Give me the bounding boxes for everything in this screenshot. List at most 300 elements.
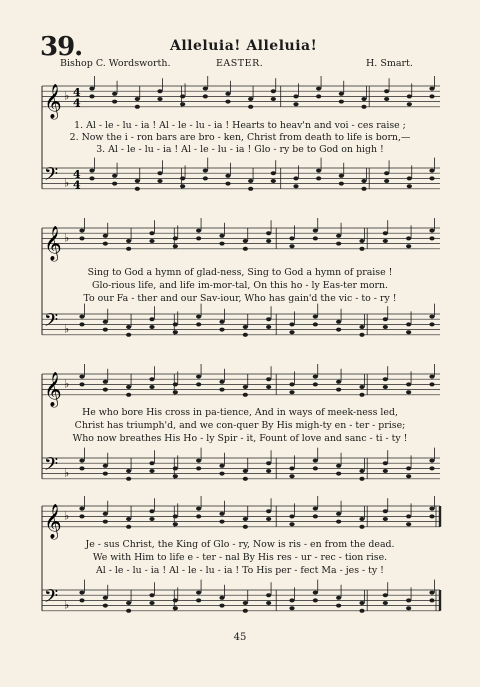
note-head [266,231,271,235]
note-head [406,390,411,394]
note-head [384,89,389,93]
note-head [149,377,154,381]
note-head [271,179,276,183]
note-head [243,393,248,397]
note-head [89,87,94,91]
note-head [429,87,434,91]
note-head [359,517,364,521]
note-head [173,606,178,610]
note-head [79,315,84,319]
note-head [336,242,341,246]
note-head [103,320,108,324]
note-head [429,229,434,233]
note-head [406,514,411,518]
note-head [248,187,253,191]
note-head [289,598,294,602]
note-head [336,380,341,384]
note-head [149,231,154,235]
note-head [126,525,131,529]
note-head [149,517,154,521]
note-head [243,385,248,389]
note-head [313,315,318,319]
note-head [383,517,388,521]
note-head [180,184,185,188]
note-head [316,87,321,91]
note-head [203,94,208,98]
note-head [384,179,389,183]
note-head [383,509,388,513]
note-head [429,459,434,463]
note-head [225,174,230,178]
note-head [406,382,411,386]
note-head [383,377,388,381]
note-head [126,517,131,521]
time-signature-bottom: 4 [73,178,81,192]
note-head [126,393,131,397]
note-head [289,522,294,526]
note-head [103,472,108,476]
note-head [266,509,271,513]
note-head [339,182,344,186]
note-head [248,179,253,183]
note-head [79,514,84,518]
note-head [293,176,298,180]
note-head [429,375,434,379]
note-head [180,102,185,106]
note-head [429,315,434,319]
note-head [361,179,366,183]
note-head [359,385,364,389]
note-head [248,97,253,101]
note-head [126,333,131,337]
lyric-line-verse-3: Al - le - lu - ia ! Al - le - lu - ia ! To His per - fect Ma - jes - ty ! [96,565,384,576]
note-head [313,322,318,326]
flat-sign-icon: ♭ [64,466,70,480]
note-head [149,239,154,243]
note-head [429,322,434,326]
note-head [219,472,224,476]
note-head [135,187,140,191]
note-head [336,464,341,468]
note-head [313,375,318,379]
note-head [126,325,131,329]
note-head [135,105,140,109]
note-head [407,184,412,188]
note-head [383,461,388,465]
note-head [243,517,248,521]
note-head [243,601,248,605]
note-head [243,325,248,329]
note-head [316,176,321,180]
flat-sign-icon: ♭ [64,377,70,391]
bass-clef-icon: 𝄢 [44,164,59,190]
note-head [126,601,131,605]
note-head [112,92,117,96]
note-head [406,244,411,248]
note-head [336,320,341,324]
note-head [219,464,224,468]
note-head [313,591,318,595]
note-head [173,522,178,526]
lyric-line-verse-3: 3. Al - le - lu - ia ! Al - le - lu - ia ! Glo - ry be to God on high ! [96,144,384,155]
note-head [196,375,201,379]
note-head [339,174,344,178]
flat-sign-icon: ♭ [64,322,70,336]
note-head [203,87,208,91]
note-head [196,236,201,240]
note-head [79,598,84,602]
note-head [359,477,364,481]
note-head [361,97,366,101]
note-head [149,469,154,473]
note-head [219,242,224,246]
note-head [173,474,178,478]
note-head [336,328,341,332]
bass-staff [42,158,440,192]
note-head [407,176,412,180]
note-head [429,466,434,470]
treble-staff [42,496,440,540]
note-head [359,393,364,397]
note-head [89,176,94,180]
note-head [243,477,248,481]
page-number: 45 [233,632,247,643]
treble-clef-icon: 𝄞 [44,225,62,261]
hymn-number: 39. [40,32,83,62]
note-head [196,598,201,602]
note-head [406,474,411,478]
note-head [336,234,341,238]
note-head [196,315,201,319]
note-head [219,388,224,392]
note-head [173,514,178,518]
note-head [359,469,364,473]
note-head [219,380,224,384]
treble-staff [42,364,440,408]
note-head [429,598,434,602]
note-head [313,459,318,463]
note-head [361,187,366,191]
note-head [406,322,411,326]
note-head [173,330,178,334]
note-head [336,388,341,392]
lyric-line-verse-1: Je - sus Christ, the King of Glo - ry, Now is ris - en from the dead. [85,539,395,550]
note-head [103,464,108,468]
note-head [243,525,248,529]
note-head [219,596,224,600]
note-head [429,507,434,511]
note-head [149,601,154,605]
note-head [79,459,84,463]
note-head [196,507,201,511]
note-head [266,325,271,329]
note-head [180,94,185,98]
note-head [149,509,154,513]
note-head [173,236,178,240]
note-head [266,517,271,521]
note-head [89,94,94,98]
note-head [289,244,294,248]
bass-clef-icon: 𝄢 [44,310,59,336]
note-head [406,466,411,470]
note-head [196,459,201,463]
note-head [196,382,201,386]
note-head [126,239,131,243]
lyric-line-verse-1: Sing to God a hymn of glad-ness, Sing to God a hymn of praise ! [87,267,393,278]
note-head [126,247,131,251]
note-head [359,325,364,329]
note-head [157,171,162,175]
note-head [79,466,84,470]
note-head [293,184,298,188]
note-head [384,171,389,175]
note-head [266,461,271,465]
note-head [126,385,131,389]
note-head [289,330,294,334]
note-head [225,100,230,104]
lyric-line-verse-2: Christ has triumph'd, and we con-quer By His migh-ty en - ter - prise; [74,420,406,431]
note-head [289,390,294,394]
note-head [79,375,84,379]
treble-clef-icon: 𝄞 [44,503,62,539]
note-head [406,606,411,610]
note-head [383,469,388,473]
note-head [316,94,321,98]
note-head [313,514,318,518]
flat-sign-icon: ♭ [64,598,70,612]
note-head [383,239,388,243]
note-head [383,385,388,389]
note-head [429,94,434,98]
note-head [313,507,318,511]
lyric-line-verse-3: To our Fa - ther and our Sav-iour, Who has gain'd the vic - to - ry ! [83,293,397,304]
bass-staff [42,448,440,481]
note-head [293,102,298,106]
note-head [429,591,434,595]
note-head [248,105,253,109]
note-head [196,591,201,595]
note-head [266,593,271,597]
note-head [173,598,178,602]
note-head [103,520,108,524]
note-head [173,322,178,326]
note-head [289,474,294,478]
note-head [359,247,364,251]
note-head [103,596,108,600]
note-head [271,97,276,101]
note-head [359,333,364,337]
note-head [359,525,364,529]
note-head [219,512,224,516]
treble-staff [42,76,440,120]
note-head [313,382,318,386]
hymn-author: Bishop C. Wordsworth. [60,58,171,69]
note-head [79,322,84,326]
note-head [112,100,117,104]
bass-staff [42,580,440,613]
note-head [361,105,366,109]
note-head [271,89,276,93]
note-head [126,609,131,613]
treble-staff [42,218,440,262]
note-head [383,231,388,235]
note-head [219,328,224,332]
flat-sign-icon: ♭ [64,231,70,245]
note-head [243,239,248,243]
note-head [406,236,411,240]
note-head [429,382,434,386]
note-head [149,593,154,597]
note-head [383,317,388,321]
note-head [103,388,108,392]
hymn-occasion: EASTER. [216,58,264,69]
note-head [157,97,162,101]
note-head [407,102,412,106]
note-head [336,604,341,608]
note-head [103,604,108,608]
note-head [103,380,108,384]
note-head [316,169,321,173]
note-head [407,94,412,98]
note-head [336,512,341,516]
note-head [359,601,364,605]
note-head [79,591,84,595]
note-head [243,333,248,337]
note-head [219,320,224,324]
note-head [429,236,434,240]
note-head [339,100,344,104]
note-head [429,169,434,173]
note-head [149,461,154,465]
bass-staff [42,304,440,337]
hymn-title: Alleluia! Alleluia! [170,38,318,54]
note-head [293,94,298,98]
note-head [336,596,341,600]
note-head [266,385,271,389]
note-head [313,236,318,240]
note-head [89,169,94,173]
note-head [266,601,271,605]
note-head [406,598,411,602]
note-head [359,239,364,243]
note-head [429,176,434,180]
note-head [196,514,201,518]
note-head [180,176,185,180]
note-head [173,382,178,386]
note-head [289,606,294,610]
note-head [135,179,140,183]
lyric-line-verse-1: He who bore His cross in pa-tience, And in ways of meek-ness led, [82,407,398,418]
treble-clef-icon: 𝄞 [44,371,62,407]
note-head [406,522,411,526]
note-head [79,229,84,233]
note-head [266,469,271,473]
note-head [313,598,318,602]
note-head [103,242,108,246]
note-head [149,385,154,389]
treble-clef-icon: 𝄞 [44,83,62,119]
note-head [79,507,84,511]
time-signature-bottom: 4 [73,96,81,110]
note-head [157,179,162,183]
note-head [359,609,364,613]
note-head [313,466,318,470]
time-signature-top: 4 [73,167,81,181]
note-head [339,92,344,96]
note-head [289,382,294,386]
note-head [289,514,294,518]
note-head [225,92,230,96]
lyric-line-verse-1: 1. Al - le - lu - ia ! Al - le - lu - ia ! Hearts to heav'n and voi - ces raise ; [74,120,406,131]
note-head [149,325,154,329]
note-head [103,328,108,332]
note-head [266,239,271,243]
note-head [313,229,318,233]
note-head [79,236,84,240]
note-head [79,382,84,386]
note-head [429,514,434,518]
note-head [196,322,201,326]
note-head [406,330,411,334]
note-head [157,89,162,93]
flat-sign-icon: ♭ [64,89,70,103]
note-head [196,229,201,233]
flat-sign-icon: ♭ [64,176,70,190]
note-head [383,601,388,605]
note-head [173,466,178,470]
note-head [289,466,294,470]
lyric-line-verse-3: Who now breathes His Ho - ly Spir - it, Fount of love and sanc - ti - ty ! [72,433,408,444]
note-head [103,234,108,238]
lyric-line-verse-2: 2. Now the i - ron bars are bro - ken, Christ from death to life is born,— [69,132,411,143]
note-head [289,322,294,326]
note-head [103,512,108,516]
note-head [126,477,131,481]
note-head [243,469,248,473]
bass-clef-icon: 𝄢 [44,454,59,480]
note-head [271,171,276,175]
note-head [383,593,388,597]
note-head [112,182,117,186]
note-head [173,390,178,394]
lyric-line-verse-2: We with Him to life e - ter - nal By His res - ur - rec - tion rise. [92,552,388,563]
bass-clef-icon: 𝄢 [44,586,59,612]
note-head [219,604,224,608]
note-head [336,472,341,476]
lyric-line-verse-2: Glo-rious life, and life im-mor-tal, On this ho - ly Eas-ter morn. [92,280,388,291]
note-head [266,377,271,381]
note-head [112,174,117,178]
note-head [219,234,224,238]
note-head [203,176,208,180]
note-head [243,247,248,251]
hymn-composer: H. Smart. [366,58,413,69]
note-head [266,317,271,321]
flat-sign-icon: ♭ [64,509,70,523]
note-head [203,169,208,173]
note-head [383,325,388,329]
note-head [289,236,294,240]
note-head [384,97,389,101]
time-signature-top: 4 [73,85,81,99]
note-head [126,469,131,473]
note-head [219,520,224,524]
note-head [196,466,201,470]
note-head [225,182,230,186]
note-head [149,317,154,321]
note-head [243,609,248,613]
note-head [135,97,140,101]
